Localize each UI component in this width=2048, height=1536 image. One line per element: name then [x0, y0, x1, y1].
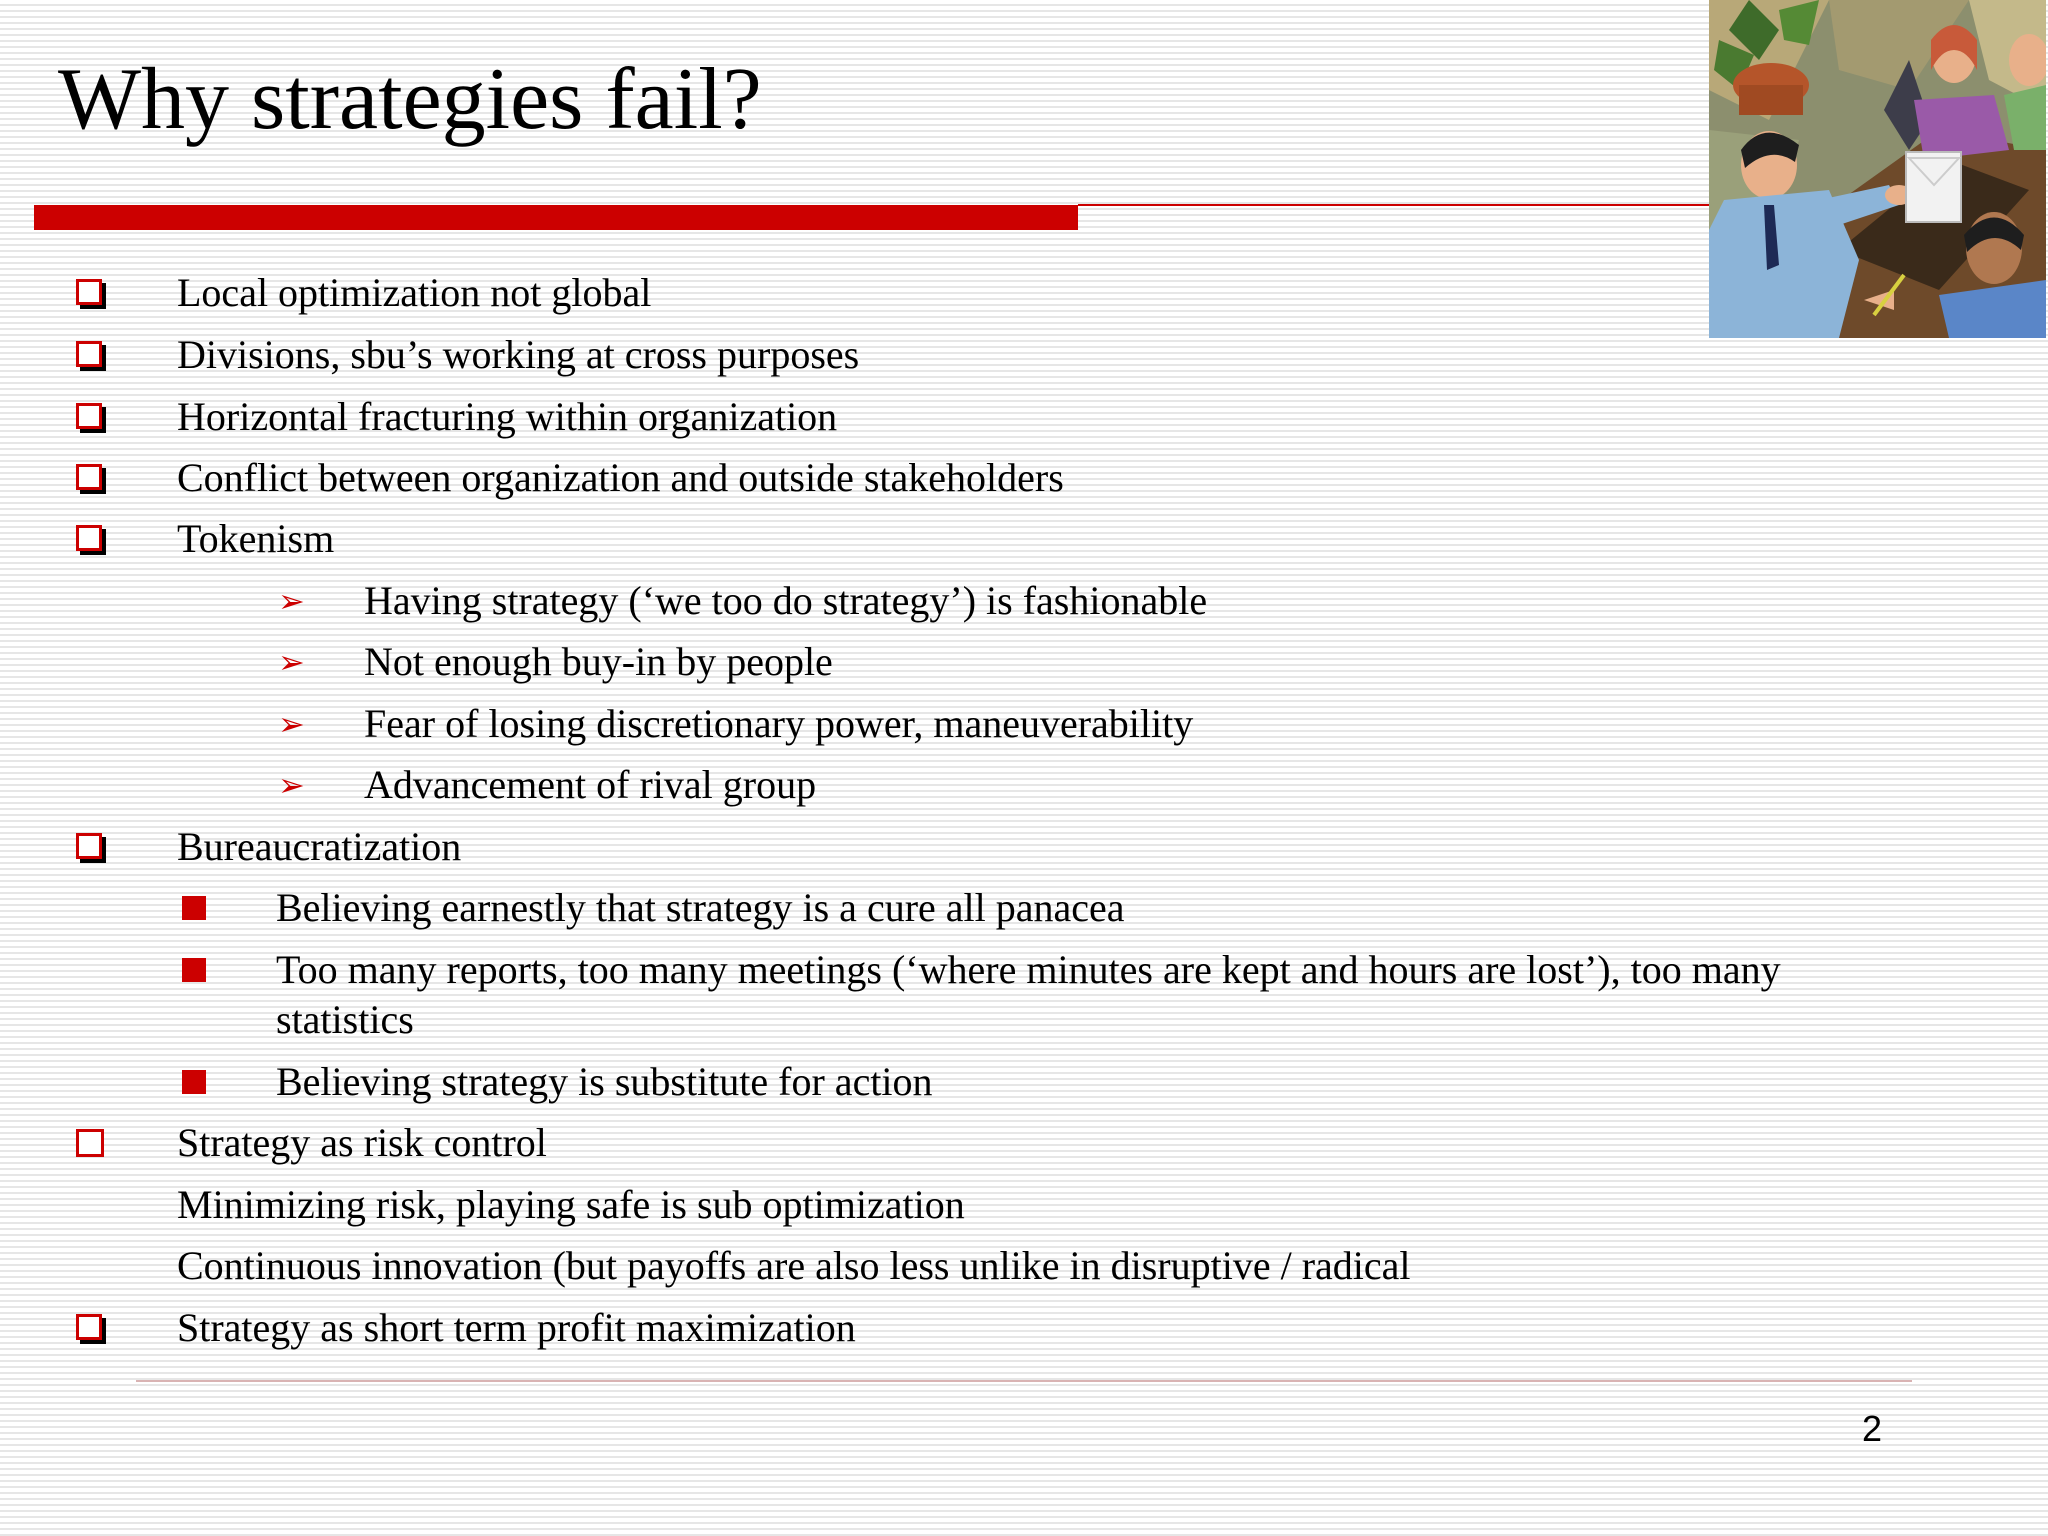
- footer-divider: [136, 1380, 1912, 1382]
- red-shadow-box-bullet-icon: [76, 403, 102, 429]
- bullet-text: Conflict between organization and outside stakeholders: [177, 455, 1064, 500]
- bullet-text: Horizontal fracturing within organization: [177, 394, 838, 439]
- slide-title: Why strategies fail?: [58, 51, 762, 148]
- red-arrow-bullet-icon: ➢: [278, 766, 305, 804]
- plain-text-line: Minimizing risk, playing safe is sub optimization: [177, 1182, 965, 1227]
- red-arrow-bullet-icon: ➢: [278, 643, 305, 681]
- bullet-text: Strategy as short term profit maximization: [177, 1305, 856, 1350]
- bullet-text: Local optimization not global: [177, 270, 652, 315]
- sub-bullet-text: Advancement of rival group: [364, 762, 817, 807]
- sub-bullet-text: Believing earnestly that strategy is a cure all panacea: [276, 885, 1125, 930]
- bullet-text: Bureaucratization: [177, 824, 462, 869]
- bullet-text: Tokenism: [177, 516, 335, 561]
- sub-bullet-text: Too many reports, too many meetings (‘where minutes are kept and hours are lost’), too many statistics: [276, 947, 1781, 1042]
- red-shadow-box-bullet-icon: [76, 341, 102, 367]
- red-shadow-box-bullet-icon: [76, 1314, 102, 1340]
- title-underline-bar: [34, 205, 1078, 230]
- red-hollow-box-bullet-icon: [76, 1129, 104, 1157]
- business-meeting-clipart-icon: [1709, 0, 2046, 338]
- title-underline-rule: [1078, 204, 1710, 206]
- red-shadow-box-bullet-icon: [76, 464, 102, 490]
- red-arrow-bullet-icon: ➢: [278, 705, 305, 743]
- sub-bullet-text: Not enough buy-in by people: [364, 639, 833, 684]
- sub-bullet-text: Having strategy (‘we too do strategy’) is fashionable: [364, 578, 1208, 623]
- bullet-text: Divisions, sbu’s working at cross purposes: [177, 332, 860, 377]
- sub-bullet-text: Believing strategy is substitute for action: [276, 1059, 933, 1104]
- red-square-bullet-icon: [182, 958, 206, 982]
- sub-bullet-text: Fear of losing discretionary power, maneuverability: [364, 701, 1194, 746]
- red-arrow-bullet-icon: ➢: [278, 582, 305, 620]
- plain-text-line: Continuous innovation (but payoffs are also less unlike in disruptive / radical: [177, 1243, 1411, 1288]
- red-square-bullet-icon: [182, 1070, 206, 1094]
- red-shadow-box-bullet-icon: [76, 833, 102, 859]
- red-square-bullet-icon: [182, 896, 206, 920]
- red-shadow-box-bullet-icon: [76, 525, 102, 551]
- bullet-text: Strategy as risk control: [177, 1120, 547, 1165]
- page-number: 2: [1862, 1408, 1883, 1449]
- red-shadow-box-bullet-icon: [76, 279, 102, 305]
